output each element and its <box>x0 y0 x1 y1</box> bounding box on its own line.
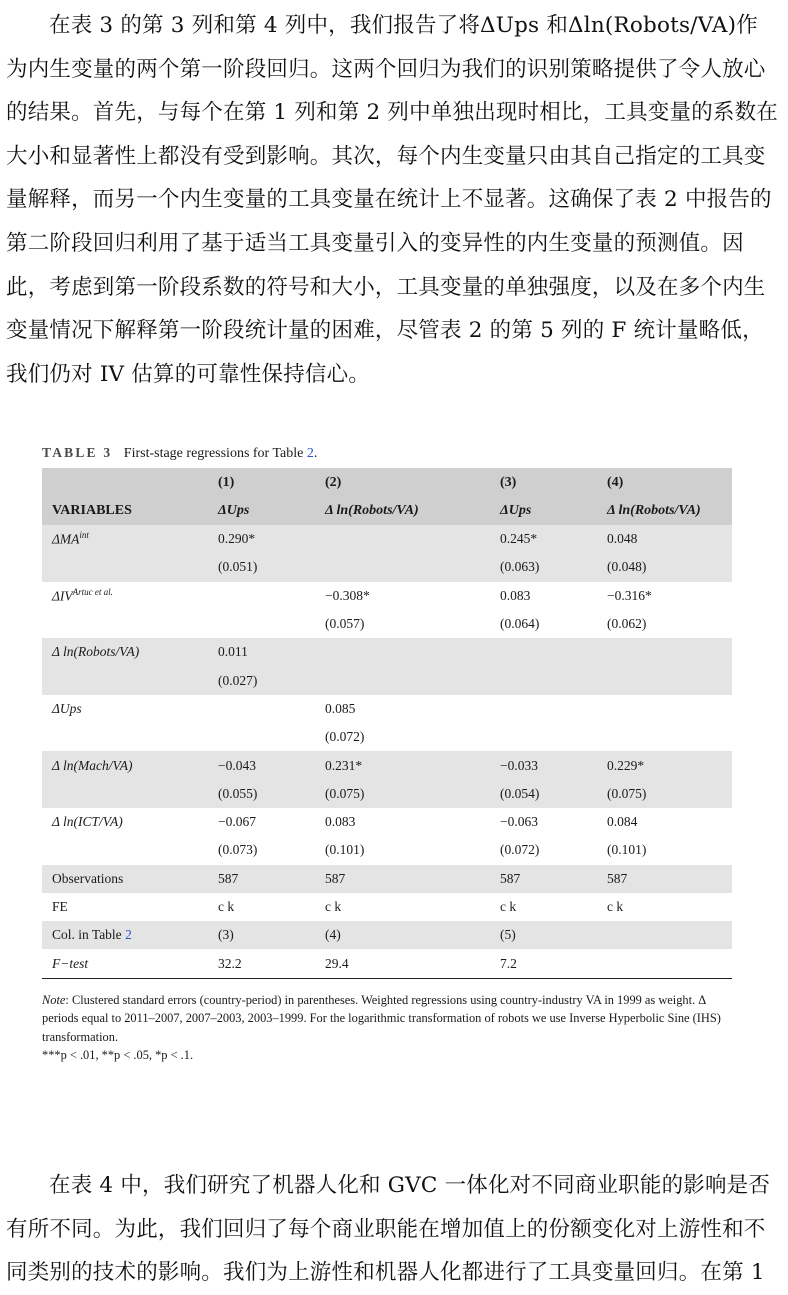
std-error-cell: (0.054) <box>490 780 597 808</box>
std-error-cell <box>208 610 315 638</box>
std-error-cell: (0.063) <box>490 553 597 581</box>
coefficient-cell: −0.033 <box>490 751 597 779</box>
row-blank <box>42 723 208 751</box>
coefficient-cell: −0.316* <box>607 587 652 603</box>
std-error-cell: (0.027) <box>208 666 315 694</box>
value-cell: 29.4 <box>315 949 490 978</box>
note-text: : Clustered standard errors (country-period) in parentheses. Weighted regressions using country-industry VA in 1999 as weight. Δ periods equal to 2011–2007, 2007–2003, 2003–1999. For the logarithmic transformation of robots we use Inverse Hyperbolic Sine (IHS) transformation. <box>42 992 721 1044</box>
value-cell: 587 <box>208 865 315 893</box>
coefficient-cell <box>490 695 597 723</box>
table-row-se <box>42 836 732 864</box>
table-label: TABLE 3 <box>42 445 113 460</box>
table-header-vars <box>42 497 732 525</box>
table-row-coef <box>42 751 732 779</box>
variable-label: Δ ln(ICT/VA) <box>52 814 123 830</box>
value-cell <box>597 921 732 949</box>
variable-label: Δ ln(Mach/VA) <box>52 757 133 773</box>
std-error-cell <box>597 666 732 694</box>
coefficient-cell: 0.011 <box>208 638 315 666</box>
value-cell: 587 <box>597 865 732 893</box>
std-error-cell <box>490 666 597 694</box>
variable-label: ΔUps <box>52 700 82 716</box>
variable-label: Δ ln(Robots/VA) <box>52 644 140 660</box>
row-blank <box>42 780 208 808</box>
table-caption-link[interactable]: 2 <box>306 446 314 461</box>
coefficient-cell <box>208 695 315 723</box>
row-variable-name <box>42 525 208 553</box>
coefficient-cell: 0.085 <box>325 700 356 716</box>
header-col-number: (3) <box>490 468 597 497</box>
std-error-cell: (0.062) <box>607 616 647 632</box>
coefficient-cell: 0.229* <box>597 751 732 779</box>
coefficient-cell <box>315 638 490 666</box>
row-blank <box>42 666 208 694</box>
table-row-se <box>42 723 732 751</box>
std-error-cell <box>315 666 490 694</box>
coefficient-cell <box>315 525 490 553</box>
table-caption-text: First-stage regressions for Table <box>123 446 307 461</box>
row-label <box>42 921 208 949</box>
value-cell: (3) <box>208 921 315 949</box>
value-cell: 32.2 <box>208 949 315 978</box>
regression-table <box>42 468 732 979</box>
std-error-cell: (0.101) <box>607 842 647 858</box>
table-row-se <box>42 666 732 694</box>
value-cell <box>597 949 732 978</box>
table-header-numbers <box>42 468 732 497</box>
header-col-number: (1) <box>208 468 315 497</box>
value-cell: c k <box>218 899 235 914</box>
header-col-number: (4) <box>597 468 732 497</box>
header-blank <box>42 468 208 497</box>
value-cell: 587 <box>490 865 597 893</box>
table-row-coef <box>42 695 732 723</box>
body-paragraph-bottom: 在表 4 中，我们研究了机器人化和 GVC 一体化对不同商业职能的影响是否有所不同。为此，我们回归了每个商业职能在增加值上的份额变化对上游性和不同类别的技术的影响。我们为上游性和机器人化都进行了工具变量回归。在第 1 <box>6 1173 771 1286</box>
table-caption <box>42 442 732 464</box>
table-row-coef <box>42 808 732 836</box>
row-f-test <box>42 949 732 978</box>
coefficient-cell <box>490 638 597 666</box>
row-label: FE <box>52 899 68 914</box>
value-cell: 7.2 <box>490 949 597 978</box>
std-error-cell <box>597 723 732 751</box>
std-error-cell <box>208 723 315 751</box>
header-dependent-var: Δ ln(Robots/VA) <box>597 497 732 525</box>
std-error-cell: (0.064) <box>500 616 540 632</box>
header-dependent-var: Δ ln(Robots/VA) <box>315 497 490 525</box>
col-in-table-label: Col. in Table <box>52 927 126 943</box>
coefficient-cell: −0.063 <box>500 814 538 830</box>
table-row-se <box>42 610 732 638</box>
coefficient-cell <box>597 695 732 723</box>
row-col-in-table <box>42 921 732 949</box>
row-blank <box>42 553 208 581</box>
row-fixed-effects <box>42 893 732 921</box>
value-cell: 587 <box>315 865 490 893</box>
coefficient-cell: −0.043 <box>208 751 315 779</box>
body-paragraph-top: 在表 3 的第 3 列和第 4 列中，我们报告了将ΔUps 和Δln(Robots/VA)作为内生变量的两个第一阶段回归。这两个回归为我们的识别策略提供了令人放心的结果。首先，与每个在第 1 列和第 2 列中单独出现时相比，工具变量的系数在大小和显著性上都没有受到影响。其次，每个内生变量只由其自己指定的工具变量解释，而另一个内生变量的工具变量在统计上不显著。这确保了表 2 中报告的第二阶段回归利用了基于适当工具变量引入的变异性的内生变量的预测值。因此，考虑到第一阶段系数的符号和大小，工具变量的单独强度，以及在多个内生变量情况下解释第一阶段统计量的困难，尽管表 2 的第 5 列的 F 统计量略低，我们仍对 IV 估算的可靠性保持信心。 <box>6 13 778 387</box>
row-variable-name <box>42 808 208 836</box>
coefficient-cell <box>597 638 732 666</box>
table-row-coef <box>42 582 732 610</box>
std-error-cell: (0.051) <box>208 553 315 581</box>
std-error-cell: (0.101) <box>325 842 365 858</box>
table-row-coef <box>42 525 732 553</box>
value-cell: c k <box>500 899 517 914</box>
variable-superscript: Artuc et al. <box>72 586 113 597</box>
header-col-number: (2) <box>315 468 490 497</box>
header-variables: VARIABLES <box>42 497 208 525</box>
coefficient-cell: 0.231* <box>315 751 490 779</box>
header-dependent-var: ΔUps <box>490 497 597 525</box>
table-row-se <box>42 553 732 581</box>
coefficient-cell: −0.067 <box>218 814 256 830</box>
row-variable-name <box>42 582 208 610</box>
coefficient-cell: 0.083 <box>500 587 531 603</box>
table-note <box>42 991 732 1046</box>
coefficient-cell: 0.084 <box>607 814 638 830</box>
row-observations <box>42 865 732 893</box>
coefficient-cell: 0.290* <box>208 525 315 553</box>
std-error-cell: (0.072) <box>325 729 365 745</box>
row-variable-name <box>42 751 208 779</box>
std-error-cell: (0.072) <box>500 842 540 858</box>
row-variable-name <box>42 638 208 666</box>
row-blank <box>42 610 208 638</box>
header-dependent-var: ΔUps <box>208 497 315 525</box>
table-row-se <box>42 780 732 808</box>
coefficient-cell <box>208 582 315 610</box>
table-row-coef <box>42 638 732 666</box>
table-caption-end: . <box>313 446 318 461</box>
variable-label: ΔIV <box>52 588 73 604</box>
coefficient-cell: 0.083 <box>325 814 356 830</box>
std-error-cell: (0.057) <box>325 616 365 632</box>
row-label: Observations <box>42 865 208 893</box>
row-variable-name <box>42 695 208 723</box>
std-error-cell: (0.073) <box>218 842 258 858</box>
variable-superscript: int <box>79 530 89 541</box>
std-error-cell <box>315 553 490 581</box>
significance-legend: ***p < .01, **p < .05, *p < .1. <box>42 1047 194 1062</box>
value-cell: (5) <box>490 921 597 949</box>
value-cell: c k <box>607 899 624 914</box>
row-label: F−test <box>42 949 208 978</box>
std-error-cell: (0.055) <box>208 780 315 808</box>
note-label: Note <box>42 992 66 1007</box>
value-cell: (4) <box>315 921 490 949</box>
coefficient-cell: −0.308* <box>325 587 370 603</box>
regression-table-block <box>42 442 732 1064</box>
std-error-cell: (0.075) <box>597 780 732 808</box>
std-error-cell: (0.075) <box>315 780 490 808</box>
col-in-table-link[interactable]: 2 <box>125 927 132 943</box>
row-blank <box>42 836 208 864</box>
value-cell: c k <box>325 899 342 914</box>
std-error-cell <box>490 723 597 751</box>
coefficient-cell: 0.048 <box>597 525 732 553</box>
coefficient-cell: 0.245* <box>490 525 597 553</box>
std-error-cell: (0.048) <box>597 553 732 581</box>
variable-label: ΔMA <box>52 531 80 547</box>
